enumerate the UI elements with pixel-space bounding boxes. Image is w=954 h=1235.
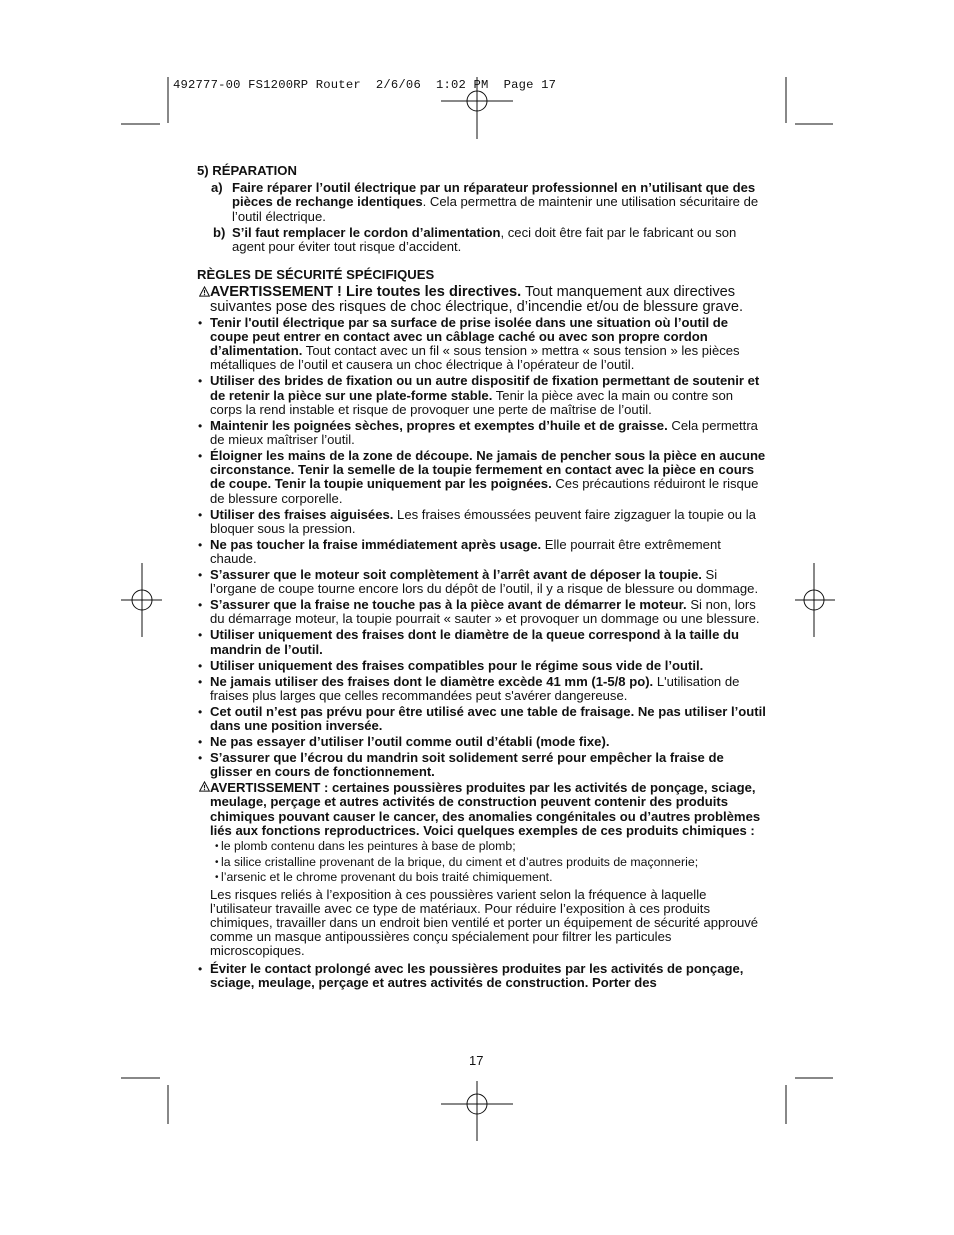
list-item	[197, 374, 767, 417]
list-item	[197, 449, 767, 506]
item-text: . Cela permettra de maintenir une utilisation sécuritaire de l’outil électrique.	[232, 194, 759, 224]
bullet-bold: Éviter le contact prolongé avec les poussières produites par les activités de ponçage, sciage, meulage, perçage et autres activités de construction. Porter des	[210, 960, 744, 990]
bullet-text: L'utilisation de fraises plus larges que celles recommandées peut s'avérer dangereuse.	[210, 673, 740, 703]
list-item	[197, 628, 767, 656]
item-bold-text: Faire réparer l’outil électrique par un réparateur professionnel en n’utilisant que des pièces de rechange identiques	[232, 180, 756, 210]
list-item	[197, 659, 767, 673]
warning-dust-chemicals	[197, 781, 767, 838]
list-item: • la silice cristalline provenant de la brique, du ciment et d’autres produits de maçonnerie;	[215, 855, 767, 871]
warning-text: Tout manquement aux directives suivantes pose des risques de choc électrique, d’incendie et/ou de blessure grave.	[210, 284, 743, 315]
warning-read-directives	[197, 285, 767, 313]
bullet-bold: Utiliser des fraises aiguisées.	[210, 506, 394, 522]
list-item	[197, 705, 767, 733]
bullet-text: Les fraises émoussées peuvent faire zigzaguer la toupie ou la bloquer sous la pression.	[210, 506, 756, 536]
list-item: • le plomb contenu dans les peintures à base de plomb;	[215, 839, 767, 855]
chemicals-list	[215, 839, 767, 886]
manual-page-content	[197, 164, 767, 992]
bullet-text: Ces précautions réduiront le risque de blessure corporelle.	[210, 476, 759, 506]
repair-item-b	[197, 226, 767, 254]
bullet-bold: Ne pas toucher la fraise immédiatement après usage.	[210, 536, 542, 552]
safety-rules-list	[197, 316, 767, 780]
list-item	[197, 735, 767, 749]
bullet-text: Si l’organe de coupe tourne encore lors du dépôt de l’outil, il y a risque de blessure ou dommage.	[210, 567, 759, 597]
bullet-text: Cela permettra de mieux maîtriser l’outil.	[210, 417, 758, 448]
list-item	[197, 316, 767, 373]
item-letter: a)	[211, 180, 223, 196]
item-text: , ceci doit être fait par le fabricant ou son agent pour éviter tout risque d’accident.	[232, 224, 737, 255]
warning-triangle-icon	[199, 781, 210, 792]
bullet-text: Elle pourrait être extrêmement chaude.	[210, 536, 721, 567]
warning-bold-text: AVERTISSEMENT ! Lire toutes les directives.	[210, 284, 522, 301]
list-item	[197, 568, 767, 596]
item-letter: b)	[213, 224, 226, 240]
bullet-bold: Tenir l'outil électrique par sa surface de prise isolée dans une situation où l’outil de coupe peut entrer en contact avec un câblage caché ou avec son propre cordon d’alimentation.	[210, 314, 729, 359]
bullet-bold: Éloigner les mains de la zone de découpe. Ne jamais de pencher sous la pièce en aucune circonstance. Tenir la semelle de la toupie fermement en contact avec la pièce en cours de coupe. Tenir la toupie uniquement par les poignées.	[210, 448, 766, 492]
bullet-bold: Utiliser uniquement des fraises compatibles pour le régime sous vide de l’outil.	[210, 657, 704, 673]
bullet-bold: S’assurer que l’écrou du mandrin soit solidement serré pour empêcher la fraise de glisser en cours de fonctionnement.	[210, 750, 724, 780]
bullet-bold: Ne pas essayer d’utiliser l’outil comme outil d’établi (mode fixe).	[210, 734, 610, 750]
bullet-bold: Utiliser des brides de fixation ou un autre dispositif de fixation permettant de soutenir et de retenir la pièce sur une plate-forme stable.	[210, 373, 760, 403]
registration-mark-left	[121, 563, 162, 637]
page-number: 17	[469, 1053, 484, 1068]
section-heading-specific-rules: RÈGLES DE SÉCURITÉ SPÉCIFIQUES	[197, 267, 435, 283]
repair-item-a	[197, 181, 767, 224]
list-item	[197, 598, 767, 626]
section-heading-reparation: 5) RÉPARATION	[197, 163, 297, 178]
list-item	[197, 962, 767, 990]
safety-rules-list-continued	[197, 962, 767, 990]
list-item	[197, 751, 767, 779]
bullet-bold: Ne jamais utiliser des fraises dont le diamètre excède 41 mm (1-5/8 po).	[210, 673, 654, 689]
bullet-bold: S’assurer que la fraise ne touche pas à la pièce avant de démarrer le moteur.	[210, 597, 687, 613]
list-item: • l’arsenic et le chrome provenant du bois traité chimiquement.	[215, 870, 767, 886]
bullet-bold: Cet outil n’est pas prévu pour être utilisé avec une table de fraisage. Ne pas utiliser l’outil dans une position inversée.	[210, 703, 766, 734]
list-item	[197, 419, 767, 447]
bullet-text: Tout contact avec un fil « sous tension » mettra « sous tension » les pièces métalliques de l’outil et causera un choc électrique à l’opérateur de l’outil.	[210, 343, 740, 373]
registration-mark-right	[795, 563, 835, 637]
list-item	[197, 538, 767, 566]
bullet-text: Si non, lors du démarrage moteur, la toupie pourrait « sauter » et provoquer un dommage ou une blessure.	[210, 597, 760, 627]
warning-triangle-icon	[199, 286, 210, 297]
bullet-bold: Utiliser uniquement des fraises dont le diamètre de la queue correspond à la taille du mandrin de l’outil.	[210, 627, 739, 657]
risk-paragraph: Les risques reliés à l’exposition à ces poussières varient selon la fréquence à laquelle l’utilisateur travaille avec ce type de matériaux. Pour réduire l’exposition à ces produits chimiques, travailler dans un endroit bien ventilé et porter un équipement de sécurité approuvé comme un masque antipoussières conçu spécialement pour filtrer les particules microscopiques.	[210, 886, 759, 959]
warning-bold-text: AVERTISSEMENT : certaines poussières produites par les activités de ponçage, sciage, meulage, perçage et autres activités de construction peuvent contenir des produits chimiques pouvant causer le cancer, des anomalies congénitales ou d’autres problèmes liés aux fonctions reproductrices. Voici quelques exemples de ces produits chimiques :	[210, 780, 761, 838]
list-item	[197, 675, 767, 703]
bullet-bold: Maintenir les poignées sèches, propres et exemptes d’huile et de graisse.	[210, 417, 668, 433]
bullet-text: Tenir la pièce avec la main ou contre son corps la rend instable et risque de provoquer une perte de maîtrise de l’outil.	[210, 387, 734, 417]
item-bold-text: S’il faut remplacer le cordon d’alimentation	[232, 224, 501, 240]
registration-mark-bottom	[441, 1081, 513, 1141]
bullet-bold: S’assurer que le moteur soit complètement à l’arrêt avant de déposer la toupie.	[210, 567, 702, 583]
list-item	[197, 508, 767, 536]
print-slug: 492777-00 FS1200RP Router 2/6/06 1:02 PM Page 17	[173, 78, 557, 92]
